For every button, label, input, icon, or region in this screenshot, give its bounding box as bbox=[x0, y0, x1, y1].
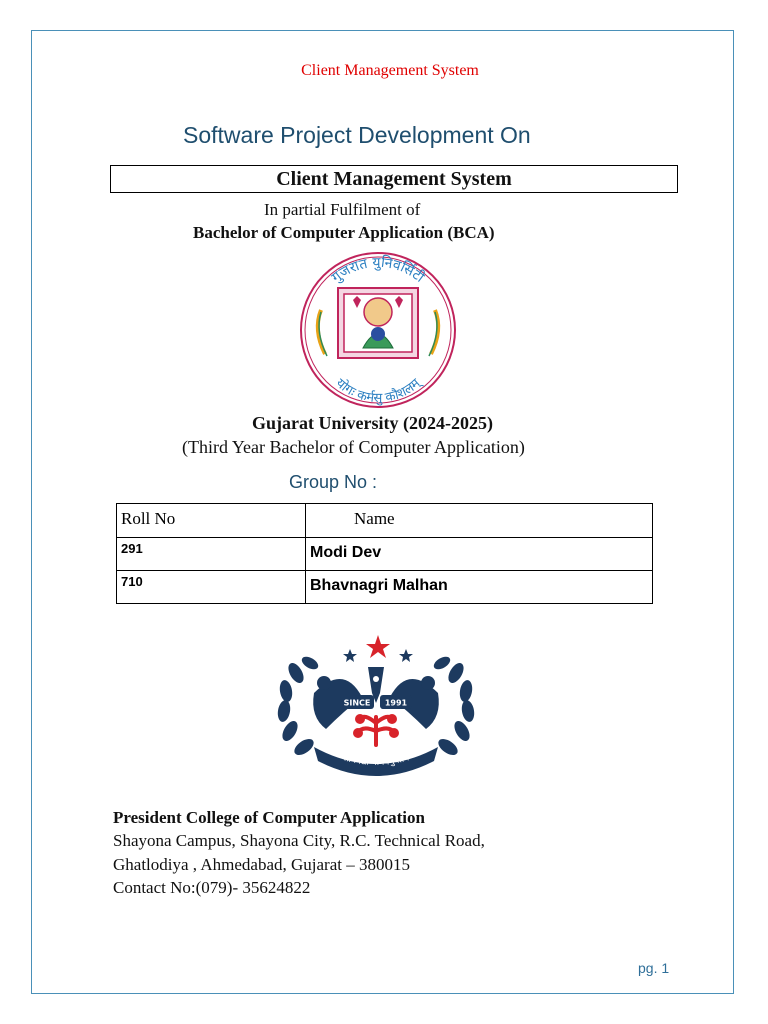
college-logo-year: 1991 bbox=[384, 698, 408, 708]
degree-name: Bachelor of Computer Application (BCA) bbox=[193, 223, 495, 242]
address-line-1: Shayona Campus, Shayona City, R.C. Technical Road, bbox=[113, 831, 485, 850]
page-number: pg. 1 bbox=[638, 960, 670, 976]
college-name: President College of Computer Application bbox=[113, 808, 425, 827]
column-header-name: Name bbox=[306, 504, 653, 538]
uni-logo-top-text: गुजरात युनिवर्सिटी bbox=[328, 254, 428, 286]
table-header-row bbox=[117, 504, 653, 538]
column-header-roll: Roll No bbox=[117, 504, 306, 538]
group-number-label: Group No : bbox=[289, 472, 378, 492]
project-heading: Software Project Development On bbox=[183, 122, 531, 148]
roll-number-cell: 291 bbox=[117, 538, 306, 571]
college-logo-since: SINCE bbox=[343, 698, 371, 708]
president-college-logo bbox=[274, 633, 478, 783]
student-roster-table bbox=[116, 503, 653, 604]
academic-year-line: (Third Year Bachelor of Computer Application) bbox=[182, 437, 525, 457]
page-header: Client Management System bbox=[301, 62, 479, 79]
project-title-box: Client Management System bbox=[110, 165, 678, 193]
college-logo-motto: सा विद्या या विमुक्तये bbox=[341, 753, 411, 769]
uni-logo-bottom-text: योगः कर्मसु कौशलम् bbox=[332, 376, 424, 407]
gujarat-university-logo bbox=[293, 250, 463, 410]
student-name-cell: Modi Dev bbox=[306, 538, 653, 571]
table-row bbox=[117, 571, 653, 604]
fulfilment-line: In partial Fulfilment of bbox=[264, 200, 421, 219]
university-name: Gujarat University (2024-2025) bbox=[252, 413, 493, 433]
contact-number: Contact No:(079)- 35624822 bbox=[113, 878, 311, 897]
address-line-2: Ghatlodiya , Ahmedabad, Gujarat – 380015 bbox=[113, 855, 410, 874]
roll-number-cell: 710 bbox=[117, 571, 306, 604]
student-name-cell: Bhavnagri Malhan bbox=[306, 571, 653, 604]
table-row bbox=[117, 538, 653, 571]
